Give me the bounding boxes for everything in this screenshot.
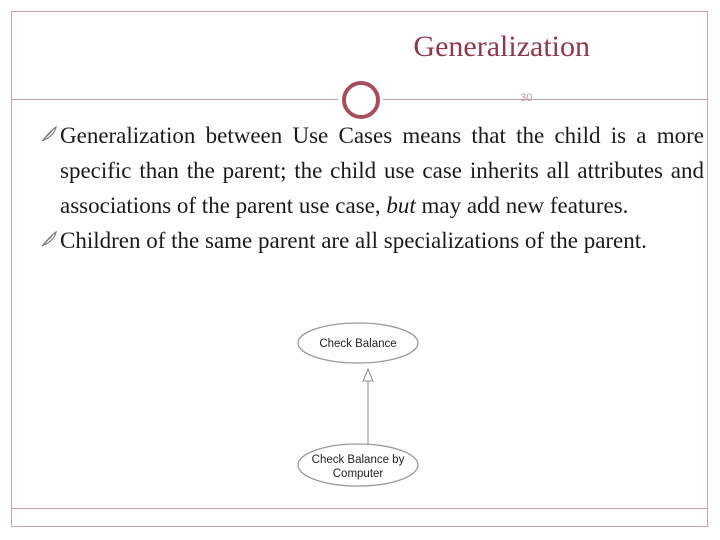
slide-title: Generalization: [413, 30, 590, 63]
page-number: 30: [520, 92, 533, 104]
use-case-diagram: [290, 318, 430, 490]
header-divider-left: [12, 99, 338, 100]
bullet-1: [40, 118, 704, 223]
header-circle-ornament: [342, 81, 380, 119]
header-divider-right: [383, 99, 708, 100]
child-use-case-label-line2: Computer: [332, 468, 384, 480]
bullet-2: [40, 223, 704, 258]
feather-bullet-icon: [40, 230, 60, 250]
footer-divider: [12, 508, 708, 509]
bullet-1-text-b: may add new features.: [415, 193, 629, 218]
parent-use-case-label: Check Balance: [319, 338, 397, 350]
slide-body: [40, 118, 704, 258]
feather-bullet-icon: [40, 125, 60, 145]
bullet-1-emphasis: but: [386, 193, 416, 218]
bullet-1-text-a: Generalization between Use Cases means that the child is a more specific than the parent; the child use case inherits all attributes and associations of the parent use case,: [60, 123, 704, 218]
bullet-2-text: Children of the same parent are all specializations of the parent.: [60, 228, 647, 253]
generalization-arrowhead: [363, 369, 373, 381]
child-use-case-label-line1: Check Balance by: [311, 454, 405, 466]
